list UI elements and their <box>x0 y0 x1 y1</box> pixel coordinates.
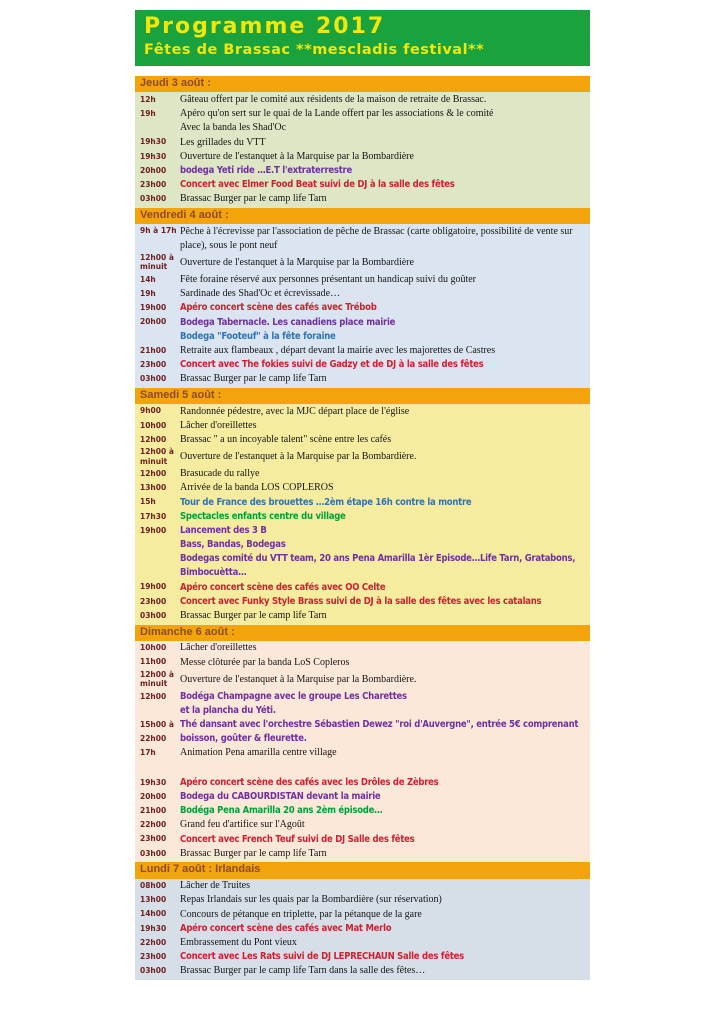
schedule-row <box>135 552 590 566</box>
schedule-row <box>135 718 590 732</box>
schedule-row <box>135 775 590 789</box>
event-text: Bodega "Footeuf" à la fête foraine <box>180 330 336 342</box>
time-line: 12h00 à <box>140 447 174 457</box>
day-label: Jeudi 3 août : <box>140 77 211 90</box>
time-label <box>140 166 180 175</box>
time-line: 19h30 <box>140 137 167 147</box>
time-line: 03h00 <box>140 374 167 384</box>
schedule-row <box>135 343 590 357</box>
time-label <box>140 406 180 415</box>
schedule-row <box>135 358 590 372</box>
time-line: 22h00 <box>140 820 167 830</box>
day-section <box>135 76 590 208</box>
event-text: Brassac " a un incoyable talent" scène entre les cafés <box>180 434 392 446</box>
time-label <box>140 194 180 203</box>
event-text: Apéro concert scène des cafés avec les Drôles de Zèbres <box>180 776 439 788</box>
event-text: Lâcher de Truites <box>180 880 250 892</box>
time-line: 22h00 <box>140 734 167 744</box>
time-label <box>140 966 180 975</box>
schedule-row <box>135 163 590 177</box>
time-line: 19h <box>140 288 156 298</box>
event-text: Brassac Burger par le camp life Tarn <box>180 610 327 622</box>
time-label <box>140 881 180 890</box>
schedule-row <box>135 372 590 386</box>
time-line: 08h00 <box>140 880 167 890</box>
event-text: Gâteau offert par le comité aux résidents de la maison de retraite de Brassac. <box>180 93 487 105</box>
event-text: Concert avec French Teuf suivi de DJ Salle des fêtes <box>180 833 415 845</box>
event-text: Bodéga Champagne avec le groupe Les Charettes <box>180 690 407 702</box>
time-line: minuit <box>140 456 168 466</box>
schedule-row <box>135 732 590 746</box>
schedule-row <box>135 921 590 935</box>
time-label <box>140 447 180 466</box>
event-text: Grand feu d'artifice sur l'Agoût <box>180 819 305 831</box>
event-text: Sardinade des Shad'Oc et écrevissade… <box>180 288 341 300</box>
section-body <box>135 224 590 386</box>
spacer-row <box>135 760 590 775</box>
schedule-row <box>135 238 590 252</box>
section-body <box>135 641 590 861</box>
program-header <box>135 10 590 66</box>
schedule-row <box>135 301 590 315</box>
schedule-row <box>135 608 590 622</box>
day-label: Dimanche 6 août : <box>140 625 235 638</box>
time-line: 23h00 <box>140 359 167 369</box>
time-label <box>140 483 180 492</box>
event-text: Bass, Bandas, Bodegas <box>180 539 286 551</box>
event-text: Bodega Tabernacle. Les canadiens place mairie <box>180 316 396 328</box>
time-label <box>140 95 180 104</box>
event-text: Animation Pena amarilla centre village <box>180 747 337 759</box>
event-text: Bodegas comité du VTT team, 20 ans Pena Amarilla 1èr Episode…Life Tarn, Gratabons, <box>180 553 576 565</box>
event-text: Ouverture de l'estanquet à la Marquise par la Bombardière. <box>180 673 417 685</box>
day-band <box>135 862 590 878</box>
event-text: Bodéga Pena Amarilla 20 ans 2èm épisode… <box>180 805 383 817</box>
time-label <box>140 226 180 235</box>
schedule-row <box>135 481 590 495</box>
time-label <box>140 924 180 933</box>
schedule-row <box>135 149 590 163</box>
time-label <box>140 289 180 298</box>
time-line: 10h00 <box>140 643 167 653</box>
time-label <box>140 720 180 729</box>
time-label <box>140 137 180 146</box>
time-label <box>140 109 180 118</box>
section-body <box>135 879 590 978</box>
schedule-row <box>135 192 590 206</box>
section-body <box>135 92 590 206</box>
schedule-row <box>135 641 590 655</box>
day-section <box>135 625 590 863</box>
program-page <box>135 10 590 980</box>
schedule-row <box>135 509 590 523</box>
time-line: 13h00 <box>140 895 167 905</box>
time-line: 19h00 <box>140 582 167 592</box>
event-text: Brassac Burger par le camp life Tarn <box>180 373 327 385</box>
schedule-row <box>135 846 590 860</box>
time-line: 12h00 <box>140 434 167 444</box>
time-line: 03h00 <box>140 848 167 858</box>
time-line: 17h <box>140 748 156 758</box>
time-label <box>140 820 180 829</box>
schedule-row <box>135 272 590 286</box>
schedule-row <box>135 252 590 272</box>
event-text: Concert avec Les Rats suivi de DJ LEPRECHAUN Salle des fêtes <box>180 951 464 963</box>
event-text: Concert avec Elmer Food Beat suivi de DJ à la salle des fêtes <box>180 179 455 191</box>
event-text: Thé dansant avec l'orchestre Sébastien Dewez "roi d'Auvergne", entrée 5€ comprenant <box>180 719 579 731</box>
schedule-row <box>135 495 590 509</box>
schedule-row <box>135 538 590 552</box>
day-section <box>135 208 590 388</box>
section-body <box>135 404 590 623</box>
time-label <box>140 792 180 801</box>
time-line: 23h00 <box>140 951 167 961</box>
time-label <box>140 180 180 189</box>
time-line: 21h00 <box>140 806 167 816</box>
event-text: et la plancha du Yéti. <box>180 704 276 716</box>
time-line: 03h00 <box>140 966 167 976</box>
schedule-row <box>135 523 590 537</box>
time-line: 19h00 <box>140 525 167 535</box>
event-text: Ouverture de l'estanquet à la Marquise par la Bombardière <box>180 150 414 162</box>
time-label <box>140 909 180 918</box>
event-text: Ouverture de l'estanquet à la Marquise par la Bombardière <box>180 256 414 268</box>
event-text: Tour de France des brouettes …2èm étape 16h contre la montre <box>180 496 472 508</box>
schedule-row <box>135 178 590 192</box>
time-line: 19h00 <box>140 303 167 313</box>
event-text: Bimbocuètta… <box>180 567 247 579</box>
schedule-row <box>135 580 590 594</box>
time-label <box>140 670 180 689</box>
schedule-row <box>135 935 590 949</box>
schedule-row <box>135 107 590 121</box>
day-label: Vendredi 4 août : <box>140 208 229 221</box>
time-line: 03h00 <box>140 194 167 204</box>
schedule-row <box>135 467 590 481</box>
time-line: 20h00 <box>140 317 167 327</box>
time-label <box>140 346 180 355</box>
time-line: 12h00 à <box>140 669 174 679</box>
schedule-row <box>135 893 590 907</box>
schedule-row <box>135 594 590 608</box>
schedule-row <box>135 703 590 717</box>
time-label <box>140 582 180 591</box>
time-line: 22h00 <box>140 937 167 947</box>
time-label <box>140 611 180 620</box>
time-label <box>140 806 180 815</box>
event-text: Spectacles enfants centre du village <box>180 510 346 522</box>
time-line: 11h00 <box>140 657 167 667</box>
time-line: 12h00 à <box>140 253 174 263</box>
time-line: minuit <box>140 679 168 689</box>
page-title: Programme 2017 <box>144 14 386 39</box>
schedule-row <box>135 566 590 580</box>
time-line: 20h00 <box>140 165 167 175</box>
event-text: Concours de pétanque en triplette, par la pétanque de la gare <box>180 908 422 920</box>
schedule-row <box>135 315 590 329</box>
day-label: Lundi 7 août : Irlandais <box>140 863 261 876</box>
event-text: Brassac Burger par le camp life Tarn <box>180 847 327 859</box>
event-text: Concert avec Funky Style Brass suivi de DJ à la salle des fêtes avec les catalans <box>180 595 542 607</box>
event-text: Avec la banda les Shad'Oc <box>180 122 287 134</box>
schedule-row <box>135 669 590 689</box>
time-line: 15h <box>140 497 156 507</box>
schedule <box>135 76 590 980</box>
schedule-row <box>135 818 590 832</box>
event-text: place), sous le pont neuf <box>180 239 278 251</box>
page-subtitle: Fêtes de Brassac **mescladis festival** <box>144 42 485 59</box>
event-text: Lâcher d'oreillettes <box>180 642 257 654</box>
time-line: 23h00 <box>140 596 167 606</box>
schedule-row <box>135 746 590 760</box>
schedule-row <box>135 121 590 135</box>
time-label <box>140 643 180 652</box>
time-label <box>140 435 180 444</box>
time-line: 12h <box>140 94 156 104</box>
time-label <box>140 692 180 701</box>
schedule-row <box>135 287 590 301</box>
time-label <box>140 421 180 430</box>
schedule-row <box>135 404 590 418</box>
schedule-row <box>135 907 590 921</box>
time-line: 23h00 <box>140 179 167 189</box>
day-band <box>135 208 590 224</box>
event-text: Messe clôturée par la banda LoS Copleros <box>180 656 350 668</box>
time-label <box>140 952 180 961</box>
schedule-row <box>135 447 590 467</box>
time-label <box>140 657 180 666</box>
time-label <box>140 748 180 757</box>
schedule-row <box>135 879 590 893</box>
time-line: 17h30 <box>140 511 167 521</box>
time-label <box>140 834 180 843</box>
event-text: Brassac Burger par le camp life Tarn <box>180 193 327 205</box>
time-label <box>140 253 180 272</box>
time-label <box>140 303 180 312</box>
event-text: Retraite aux flambeaux , départ devant la mairie avec les majorettes de Castres <box>180 344 496 356</box>
time-line: 14h00 <box>140 909 167 919</box>
event-text: Lancement des 3 B <box>180 524 267 536</box>
time-line: 13h00 <box>140 483 167 493</box>
day-band <box>135 625 590 641</box>
event-text: Arrivée de la banda LOS COPLEROS <box>180 482 334 494</box>
time-line: 9h00 <box>140 406 161 416</box>
schedule-row <box>135 964 590 978</box>
time-line: 23h00 <box>140 834 167 844</box>
time-label <box>140 275 180 284</box>
event-text: Brasucade du rallye <box>180 468 260 480</box>
schedule-row <box>135 655 590 669</box>
time-label <box>140 152 180 161</box>
time-label <box>140 526 180 535</box>
event-text: Apéro concert scène des cafés avec Mat Merlo <box>180 922 392 934</box>
time-label <box>140 360 180 369</box>
schedule-row <box>135 832 590 846</box>
time-line: 19h30 <box>140 151 167 161</box>
schedule-row <box>135 418 590 432</box>
event-text: Pêche à l'écrevisse par l'association de pêche de Brassac (carte obligatoire, possibilité de vente sur <box>180 225 573 237</box>
time-line: 20h00 <box>140 791 167 801</box>
time-line: 19h30 <box>140 777 167 787</box>
event-text: Apéro concert scène des cafés avec Trébob <box>180 302 377 314</box>
time-line: 21h00 <box>140 345 167 355</box>
day-label: Samedi 5 août : <box>140 388 222 401</box>
day-band <box>135 76 590 92</box>
schedule-row <box>135 804 590 818</box>
event-text: Ouverture de l'estanquet à la Marquise par la Bombardière. <box>180 451 417 463</box>
time-label <box>140 849 180 858</box>
time-label <box>140 734 180 743</box>
event-text: Brassac Burger par le camp life Tarn dans la salle des fêtes… <box>180 965 426 977</box>
event-text: Bodega du CABOURDISTAN devant la mairie <box>180 791 381 803</box>
time-label <box>140 317 180 326</box>
time-line: 14h <box>140 274 156 284</box>
time-line: minuit <box>140 262 168 272</box>
time-label <box>140 374 180 383</box>
event-text: Apéro concert scène des cafés avec OO Celte <box>180 581 386 593</box>
schedule-row <box>135 135 590 149</box>
time-label <box>140 497 180 506</box>
day-band <box>135 388 590 404</box>
time-line: 19h <box>140 108 156 118</box>
event-text: boisson, goûter & fleurette. <box>180 733 307 745</box>
schedule-row <box>135 689 590 703</box>
time-label <box>140 778 180 787</box>
event-text: Fête foraine réservé aux personnes présentant un handicap suivi du goûter <box>180 273 477 285</box>
schedule-row <box>135 329 590 343</box>
time-line: 12h00 <box>140 468 167 478</box>
schedule-row <box>135 950 590 964</box>
schedule-row <box>135 789 590 803</box>
time-label <box>140 469 180 478</box>
time-line: 15h00 à <box>140 719 174 729</box>
time-line: 03h00 <box>140 610 167 620</box>
event-text: Embrassement du Pont vieux <box>180 936 297 948</box>
schedule-row <box>135 224 590 238</box>
time-line: 19h30 <box>140 923 167 933</box>
schedule-row <box>135 92 590 106</box>
day-section <box>135 388 590 625</box>
event-text: Lâcher d'oreillettes <box>180 419 257 431</box>
event-text: Apéro qu'on sert sur le quai de la Lande offert par les associations & le comité <box>180 108 494 120</box>
event-text: Concert avec The fokies suivi de Gadzy et de DJ à la salle des fêtes <box>180 359 484 371</box>
time-label <box>140 597 180 606</box>
event-text: Repas Irlandais sur les quais par la Bombardière (sur réservation) <box>180 894 442 906</box>
event-text: bodega Yeti ride …E.T l'extraterrestre <box>180 164 352 176</box>
time-line: 10h00 <box>140 420 167 430</box>
time-label <box>140 938 180 947</box>
time-line: 9h à 17h <box>140 226 177 236</box>
day-section <box>135 862 590 980</box>
time-line: 12h00 <box>140 691 167 701</box>
time-label <box>140 512 180 521</box>
time-label <box>140 895 180 904</box>
event-text: Randonnée pédestre, avec la MJC départ place de l'église <box>180 405 410 417</box>
schedule-row <box>135 432 590 446</box>
event-text: Les grillades du VTT <box>180 136 266 148</box>
